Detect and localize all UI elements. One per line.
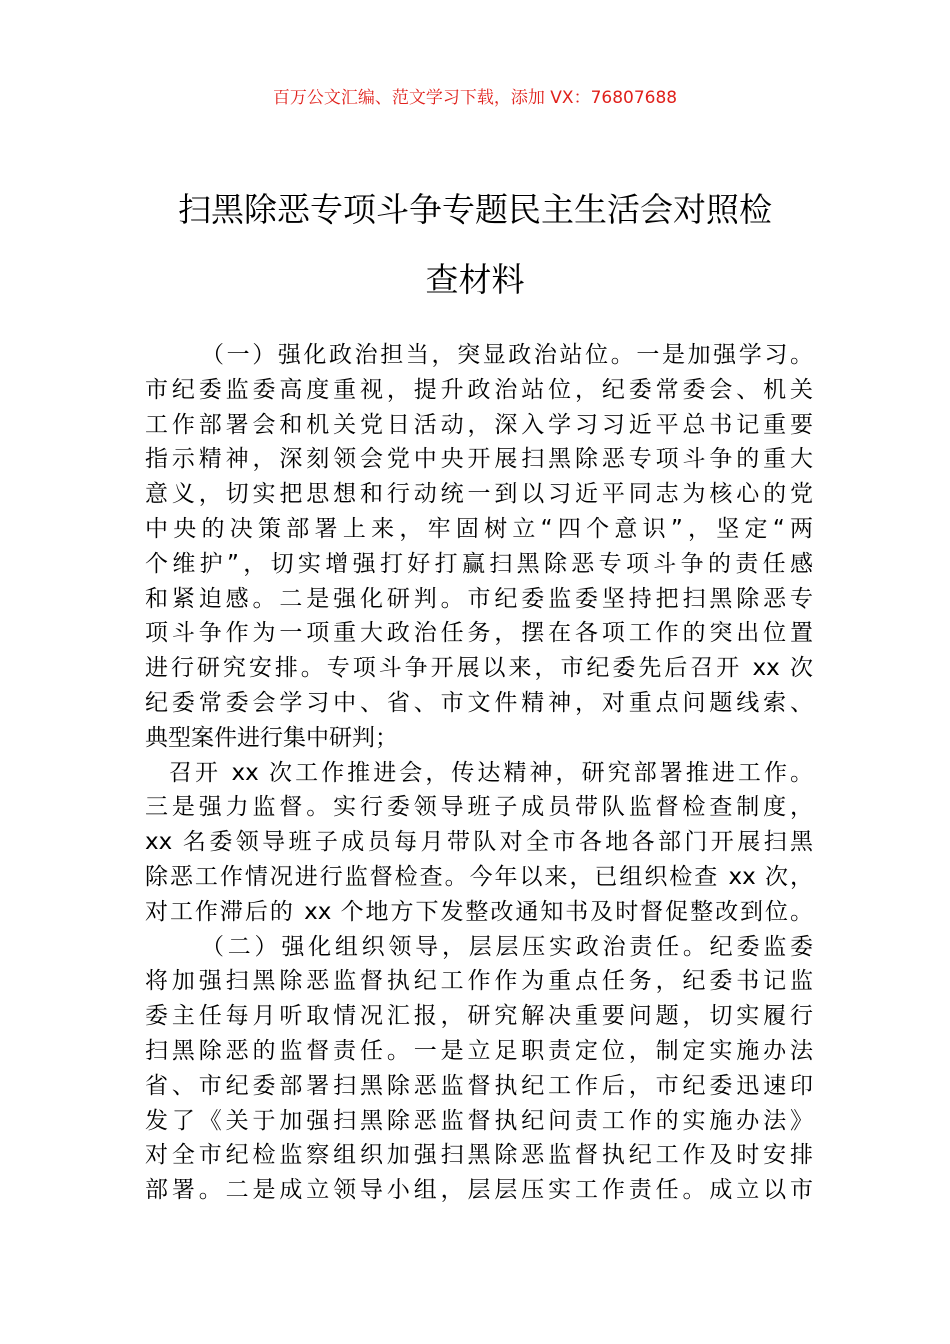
body-line: 将加强扫黑除恶监督执纪工作作为重点任务，纪委书记监 bbox=[145, 968, 813, 995]
body-line: 对工作滞后的 xx 个地方下发整改通知书及时督促整改到位。 bbox=[145, 898, 813, 925]
body-line: （二）强化组织领导，层层压实政治责任。纪委监委 bbox=[201, 933, 813, 960]
body-line: 典型案件进行集中研判； bbox=[145, 724, 398, 751]
body-line: 三是强力监督。实行委领导班子成员带队监督检查制度， bbox=[145, 794, 813, 821]
body-line: 进行研究安排。专项斗争开展以来，市纪委先后召开 xx 次 bbox=[145, 655, 813, 682]
title-line-1: 扫黑除恶专项斗争专题民主生活会对照检 bbox=[178, 190, 772, 229]
body-line: 和紧迫感。二是强化研判。市纪委监委坚持把扫黑除恶专 bbox=[145, 585, 813, 612]
body-line: 工作部署会和机关党日活动，深入学习习近平总书记重要 bbox=[145, 411, 813, 438]
body-line: 个维护”，切实增强打好打赢扫黑除恶专项斗争的责任感 bbox=[145, 550, 813, 577]
title-line-2: 查材料 bbox=[425, 260, 525, 299]
body-line: （一）强化政治担当，突显政治站位。一是加强学习。 bbox=[201, 342, 813, 368]
body-line: 扫黑除恶的监督责任。一是立足职责定位，制定实施办法 bbox=[145, 1037, 813, 1064]
body-line: 委主任每月听取情况汇报，研究解决重要问题，切实履行 bbox=[145, 1003, 813, 1030]
body-line: 发了《关于加强扫黑除恶监督执纪问责工作的实施办法》 bbox=[145, 1107, 813, 1134]
body-line: xx 名委领导班子成员每月带队对全市各地各部门开展扫黑 bbox=[145, 829, 813, 856]
body-line: 纪委常委会学习中、省、市文件精神，对重点问题线索、 bbox=[145, 689, 813, 716]
body-line: 对全市纪检监察组织加强扫黑除恶监督执纪工作及时安排 bbox=[145, 1142, 813, 1169]
body-line: 除恶工作情况进行监督检查。今年以来，已组织检查 xx 次， bbox=[145, 863, 813, 890]
body-line: 市纪委监委高度重视，提升政治站位，纪委常委会、机关 bbox=[145, 376, 813, 403]
body-line: 召开 xx 次工作推进会，传达精神，研究部署推进工作。 bbox=[169, 759, 813, 786]
document-body bbox=[145, 338, 813, 1208]
header-note: 百万公文汇编、范文学习下载，添加 VX：76807688 bbox=[272, 88, 678, 108]
body-line: 意义，切实把思想和行动统一到以习近平同志为核心的党 bbox=[145, 481, 813, 508]
body-line: 中央的决策部署上来，牢固树立“四个意识”，坚定“两 bbox=[145, 515, 813, 542]
body-line: 项斗争作为一项重大政治任务，摆在各项工作的突出位置 bbox=[145, 620, 813, 647]
body-line: 指示精神，深刻领会党中央开展扫黑除恶专项斗争的重大 bbox=[145, 446, 813, 473]
body-line: 部署。二是成立领导小组，层层压实工作责任。成立以市 bbox=[145, 1177, 813, 1204]
document-title bbox=[0, 175, 950, 315]
body-line: 省、市纪委部署扫黑除恶监督执纪工作后，市纪委迅速印 bbox=[145, 1072, 813, 1099]
